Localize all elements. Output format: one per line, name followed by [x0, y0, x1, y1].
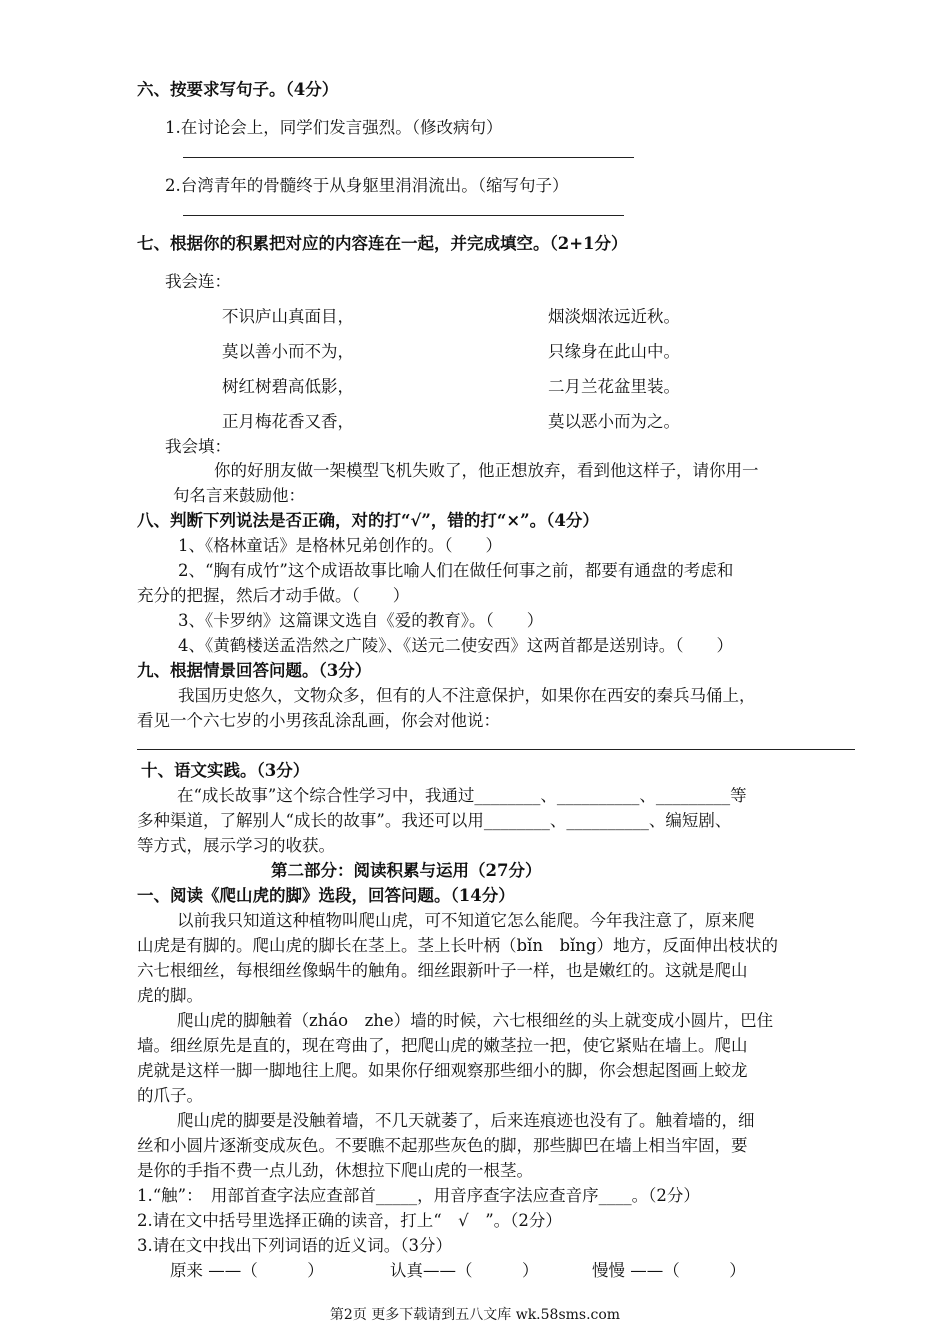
- poem-right-4: 莫以恶小而为之。: [548, 412, 680, 431]
- part-2-title: 第二部分：阅读积累与运用（27分）: [271, 861, 542, 880]
- poem-right-3: 二月兰花盆里装。: [548, 377, 680, 396]
- answer-line: [183, 157, 634, 158]
- section-7-title: 七、根据你的积累把对应的内容连在一起，并完成填空。（2+1分）: [137, 234, 628, 253]
- passage-line: 六七根细丝，每根细丝像蜗牛的触角。细丝跟新叶子一样，也是嫩红的。这就是爬山: [137, 961, 748, 980]
- judge-item-3: 3、《卡罗纳》这篇课文选自《爱的教育》。（ ）: [178, 611, 544, 630]
- connect-label: 我会连：: [165, 272, 231, 291]
- answer-line: [183, 215, 624, 216]
- scenario-line-1: 我国历史悠久，文物众多，但有的人不注意保护，如果你在西安的秦兵马俑上，: [178, 686, 756, 705]
- judge-item-4: 4、《黄鹤楼送孟浩然之广陵》、《送元二使安西》这两首都是送别诗。（ ）: [178, 636, 733, 655]
- passage-line: 爬山虎的脚要是没触着墙，不几天就萎了，后来连痕迹也没有了。触着墙的，细: [177, 1111, 755, 1130]
- section-6-question-2: 2.台湾青年的骨髓终于从身躯里涓涓流出。（缩写句子）: [165, 176, 569, 195]
- judge-item-2: 2、“胸有成竹”这个成语故事比喻人们在做任何事之前，都要有通盘的考虑和: [178, 561, 734, 580]
- reading-1-title: 一、阅读《爬山虎的脚》选段，回答问题。（14分）: [137, 886, 515, 905]
- section-6-title: 六、按要求写句子。（4分）: [137, 80, 339, 99]
- passage-line: 虎的脚。: [137, 986, 203, 1005]
- section-10-title: 十、语文实践。（3分）: [141, 761, 310, 780]
- section-9-title: 九、根据情景回答问题。（3分）: [137, 661, 372, 680]
- practice-line-3: 等方式，展示学习的收获。: [137, 836, 335, 855]
- passage-line: 虎就是这样一脚一脚地往上爬。如果你仔细观察那些细小的脚，你会想起图画上蛟龙: [137, 1061, 748, 1080]
- section-6-question-1: 1.在讨论会上，同学们发言强烈。（修改病句）: [165, 118, 503, 137]
- section-8-title: 八、判断下列说法是否正确，对的打“√”，错的打“×”。（4分）: [137, 511, 599, 530]
- practice-line-2: 多种渠道，了解别人“成长的故事”。我还可以用________、__________、编短剧、: [137, 811, 732, 830]
- answer-line: [137, 749, 855, 750]
- fill-label: 我会填：: [165, 437, 231, 456]
- poem-left-3: 树红树碧高低影，: [222, 377, 354, 396]
- poem-right-2: 只缘身在此山中。: [548, 342, 680, 361]
- fill-prompt-line-1: 你的好朋友做一架模型飞机失败了，他正想放弃，看到他这样子，请你用一: [214, 461, 759, 480]
- passage-line: 以前我只知道这种植物叫爬山虎，可不知道它怎么能爬。今年我注意了，原来爬: [177, 911, 755, 930]
- poem-right-1: 烟淡烟浓远近秋。: [548, 307, 680, 326]
- passage-line: 丝和小圆片逐渐变成灰色。不要瞧不起那些灰色的脚，那些脚巴在墙上相当牢固，要: [137, 1136, 748, 1155]
- passage-line: 的爪子。: [137, 1086, 203, 1105]
- synonym-item-2: 认真——（ ）: [390, 1261, 539, 1280]
- synonym-item-3: 慢慢 ——（ ）: [592, 1261, 746, 1280]
- passage-line: 是你的手指不费一点儿劲，休想拉下爬山虎的一根茎。: [137, 1161, 533, 1180]
- reading-question-2: 2.请在文中括号里选择正确的读音，打上“ √ ”。（2分）: [137, 1211, 562, 1230]
- poem-left-4: 正月梅花香又香，: [222, 412, 354, 431]
- judge-item-2-cont: 充分的把握，然后才动手做。（ ）: [137, 586, 410, 605]
- passage-line: 墙。细丝原先是直的，现在弯曲了，把爬山虎的嫩茎拉一把，使它紧贴在墙上。爬山: [137, 1036, 748, 1055]
- scenario-line-2: 看见一个六七岁的小男孩乱涂乱画，你会对他说：: [137, 711, 500, 730]
- reading-question-1: 1.“触”： 用部首查字法应查部首_____，用音序查字法应查音序____。（2分）: [137, 1186, 700, 1205]
- passage-line: 山虎是有脚的。爬山虎的脚长在茎上。茎上长叶柄（bǐn bǐng）地方，反面伸出枝状的: [137, 936, 778, 955]
- practice-line-1: 在“成长故事”这个综合性学习中，我通过________、__________、_________等: [177, 786, 747, 805]
- poem-left-1: 不识庐山真面目，: [222, 307, 354, 326]
- fill-prompt-line-2: 句名言来鼓励他：: [173, 486, 305, 505]
- judge-item-1: 1、《格林童话》是格林兄弟创作的。（ ）: [178, 536, 502, 555]
- reading-question-3: 3.请在文中找出下列词语的近义词。（3分）: [137, 1236, 452, 1255]
- synonym-item-1: 原来 ——（ ）: [170, 1261, 324, 1280]
- poem-left-2: 莫以善小而不为，: [222, 342, 354, 361]
- page-footer: 第2页 更多下载请到五八文库 wk.58sms.com: [329, 1307, 621, 1323]
- passage-line: 爬山虎的脚触着（zháo zhe）墙的时候，六七根细丝的头上就变成小圆片，巴住: [177, 1011, 774, 1030]
